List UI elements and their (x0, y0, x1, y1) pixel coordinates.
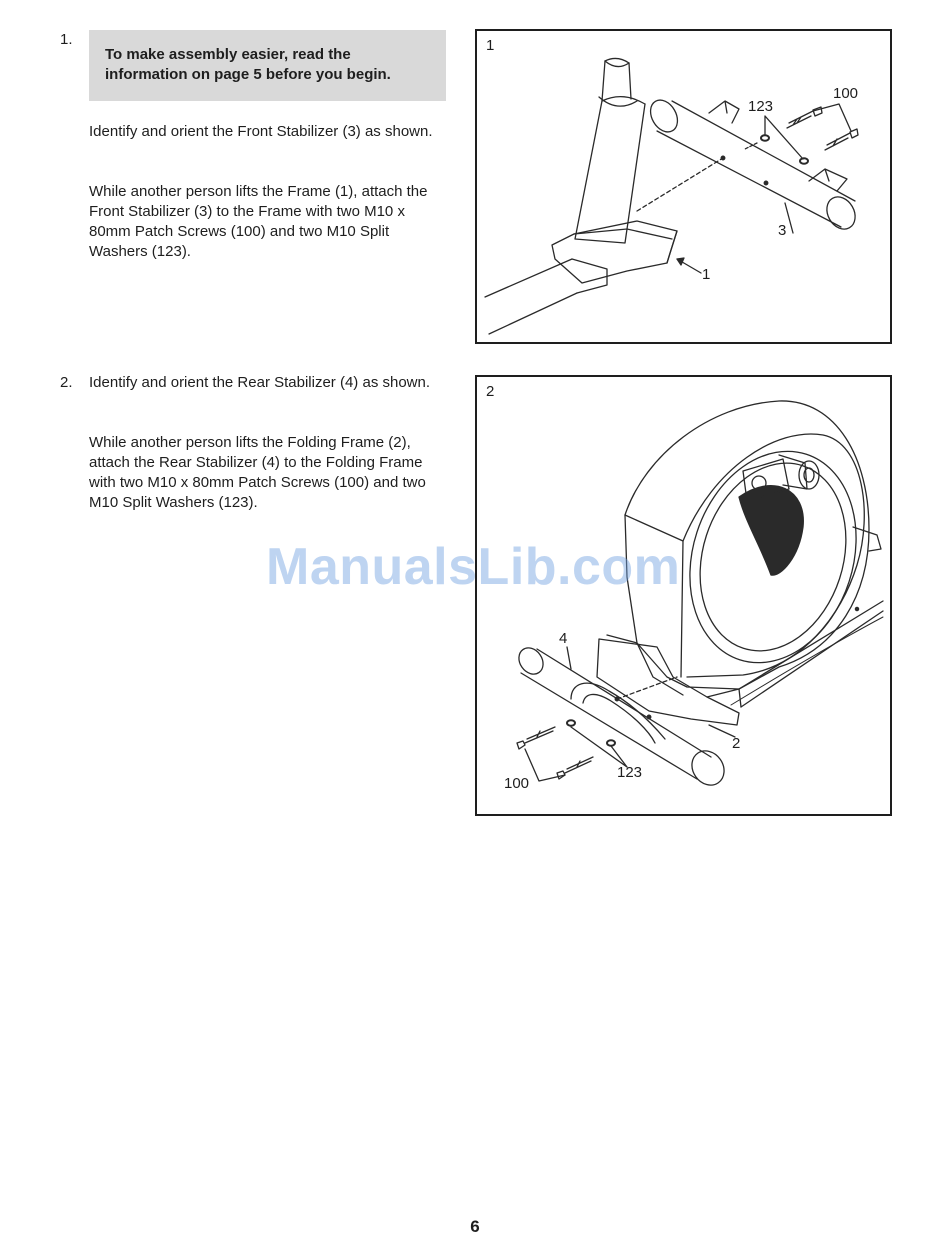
page-number: 6 (470, 1217, 480, 1236)
figure-2-label-screw: 100 (504, 775, 530, 792)
assembly-tip-callout (89, 30, 446, 101)
step-2-paragraph-1: Identify and orient the Rear Stabilizer (4) as shown. (89, 374, 431, 391)
figure-2-label-washer: 123 (617, 764, 643, 781)
watermark: ManualsLib.com (266, 538, 681, 596)
figure-2-drawing (477, 377, 890, 814)
figure-1-label-washer: 123 (748, 98, 774, 115)
figure-1-number: 1 (486, 37, 495, 54)
figure-1-drawing (477, 31, 890, 342)
step-2-number: 2. (60, 374, 73, 391)
step-1-paragraph-1: Identify and orient the Front Stabilizer (3) as shown. (89, 123, 433, 140)
figure-1-label-frame: 1 (702, 266, 711, 283)
figure-2-label-frame: 2 (732, 735, 741, 752)
step-1-paragraph-2: While another person lifts the Frame (1), attach the Front Stabilizer (3) to the Frame with two M10 x 80mm Patch Screws (100) and two M10 Split Washers (123). (89, 183, 428, 260)
figure-1-label-stabilizer: 3 (778, 222, 787, 239)
step-2-paragraph-2: While another person lifts the Folding Frame (2), attach the Rear Stabilizer (4) to the Folding Frame with two M10 x 80mm Patch Screws (100) and two M10 Split Washers (123). (89, 434, 426, 511)
figure-1-label-screw: 100 (833, 85, 859, 102)
figure-2-number: 2 (486, 383, 495, 400)
step-1-number: 1. (60, 31, 73, 48)
figure-2-rear-stabilizer (475, 375, 892, 816)
callout-text: To make assembly easier, read the information on page 5 before you begin. (105, 46, 391, 83)
figure-1-front-stabilizer (475, 29, 892, 344)
figure-2-label-stabilizer: 4 (559, 630, 568, 647)
